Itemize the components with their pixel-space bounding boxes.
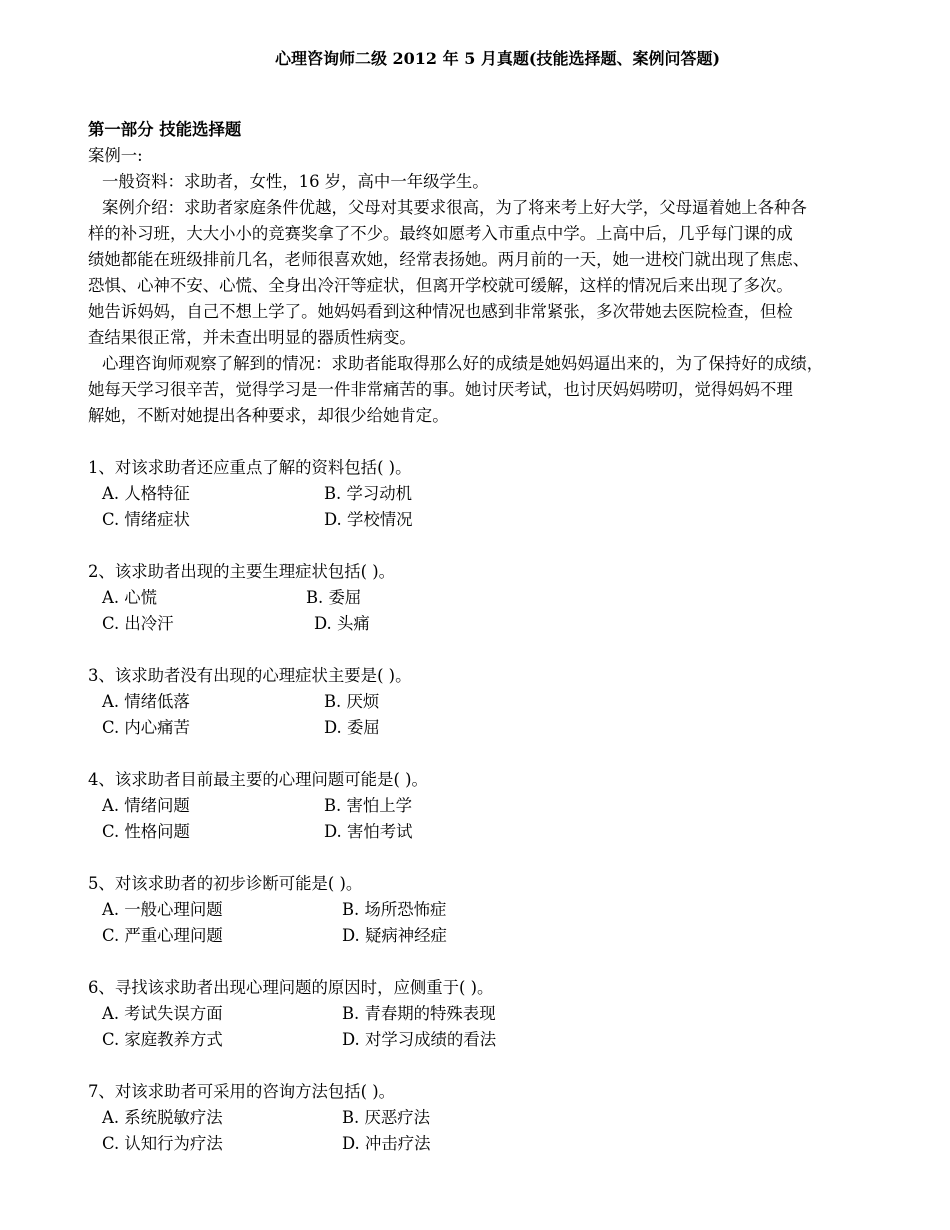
option-b: B. 委屈 (306, 588, 362, 607)
case-intro-line: 绩她都能在班级排前几名，老师很喜欢她，经常表扬她。两月前的一天，她一进校门就出现了焦虑、 (88, 250, 810, 269)
option-b: B. 害怕上学 (324, 796, 413, 815)
document-body (88, 117, 910, 1157)
option-a: A. 系统脱敏疗法 (102, 1108, 223, 1127)
case-intro-line: 案例介绍：求助者家庭条件优越，父母对其要求很高，为了将来考上好大学，父母逼着她上各种各 (102, 198, 807, 217)
question-text: 7、对该求助者可采用的咨询方法包括( )。 (88, 1082, 396, 1101)
option-a: A. 人格特征 (102, 484, 190, 503)
option-d: D. 委屈 (324, 718, 380, 737)
section-title: 第一部分 技能选择题 (88, 120, 242, 139)
case-intro (88, 195, 910, 351)
option-b: B. 场所恐怖症 (342, 900, 447, 919)
question-text: 3、该求助者没有出现的心理症状主要是( )。 (88, 666, 412, 685)
observation-line: 解她，不断对她提出各种要求，却很少给她肯定。 (88, 406, 449, 425)
question-text: 6、寻找该求助者出现心理问题的原因时，应侧重于( )。 (88, 978, 494, 997)
case-intro-line: 样的补习班，大大小小的竞赛奖拿了不少。最终如愿考入市重点中学。上高中后，几乎每门课的成 (88, 224, 793, 243)
option-d: D. 头痛 (314, 614, 370, 633)
option-a: A. 心慌 (102, 588, 158, 607)
question-text: 4、该求助者目前最主要的心理问题可能是( )。 (88, 770, 428, 789)
question-block (88, 767, 910, 845)
option-c: C. 情绪症状 (102, 510, 190, 529)
question-text: 2、该求助者出现的主要生理症状包括( )。 (88, 562, 396, 581)
option-b: B. 厌恶疗法 (342, 1108, 431, 1127)
option-a: A. 情绪问题 (102, 796, 190, 815)
option-d: D. 学校情况 (324, 510, 413, 529)
option-c: C. 严重心理问题 (102, 926, 223, 945)
question-block (88, 975, 910, 1053)
general-info: 一般资料：求助者，女性，16 岁，高中一年级学生。 (102, 172, 489, 191)
counselor-observation (88, 351, 910, 429)
case-intro-line: 她告诉妈妈，自己不想上学了。她妈妈看到这种情况也感到非常紧张，多次带她去医院检查，但检 (88, 302, 793, 321)
option-b: B. 学习动机 (324, 484, 413, 503)
option-a: A. 情绪低落 (102, 692, 190, 711)
option-c: C. 认知行为疗法 (102, 1134, 223, 1153)
option-c: C. 性格问题 (102, 822, 190, 841)
document-title: 心理咨询师二级 2012 年 5 月真题(技能选择题、案例问答题) (274, 49, 721, 68)
question-text: 1、对该求助者还应重点了解的资料包括( )。 (88, 458, 412, 477)
case-label: 案例一: (88, 146, 143, 165)
option-d: D. 冲击疗法 (342, 1134, 431, 1153)
observation-line: 心理咨询师观察了解到的情况：求助者能取得那么好的成绩是她妈妈逼出来的，为了保持好的成绩， (102, 354, 824, 373)
option-d: D. 对学习成绩的看法 (342, 1030, 497, 1049)
option-c: C. 内心痛苦 (102, 718, 190, 737)
option-a: A. 考试失误方面 (102, 1004, 223, 1023)
case-intro-line: 恐惧、心神不安、心慌、全身出冷汗等症状，但离开学校就可缓解，这样的情况后来出现了多次。 (88, 276, 793, 295)
option-c: C. 家庭教养方式 (102, 1030, 223, 1049)
question-block (88, 559, 910, 637)
observation-line: 她每天学习很辛苦，觉得学习是一件非常痛苦的事。她讨厌考试，也讨厌妈妈唠叨，觉得妈妈不理 (88, 380, 793, 399)
question-block (88, 871, 910, 949)
question-block (88, 455, 910, 533)
option-d: D. 害怕考试 (324, 822, 413, 841)
option-c: C. 出冷汗 (102, 614, 174, 633)
case-intro-line: 查结果很正常，并未查出明显的器质性病变。 (88, 328, 416, 347)
option-b: B. 厌烦 (324, 692, 380, 711)
option-b: B. 青春期的特殊表现 (342, 1004, 496, 1023)
question-block (88, 663, 910, 741)
question-text: 5、对该求助者的初步诊断可能是( )。 (88, 874, 363, 893)
option-d: D. 疑病神经症 (342, 926, 447, 945)
option-a: A. 一般心理问题 (102, 900, 223, 919)
question-block (88, 1079, 910, 1157)
